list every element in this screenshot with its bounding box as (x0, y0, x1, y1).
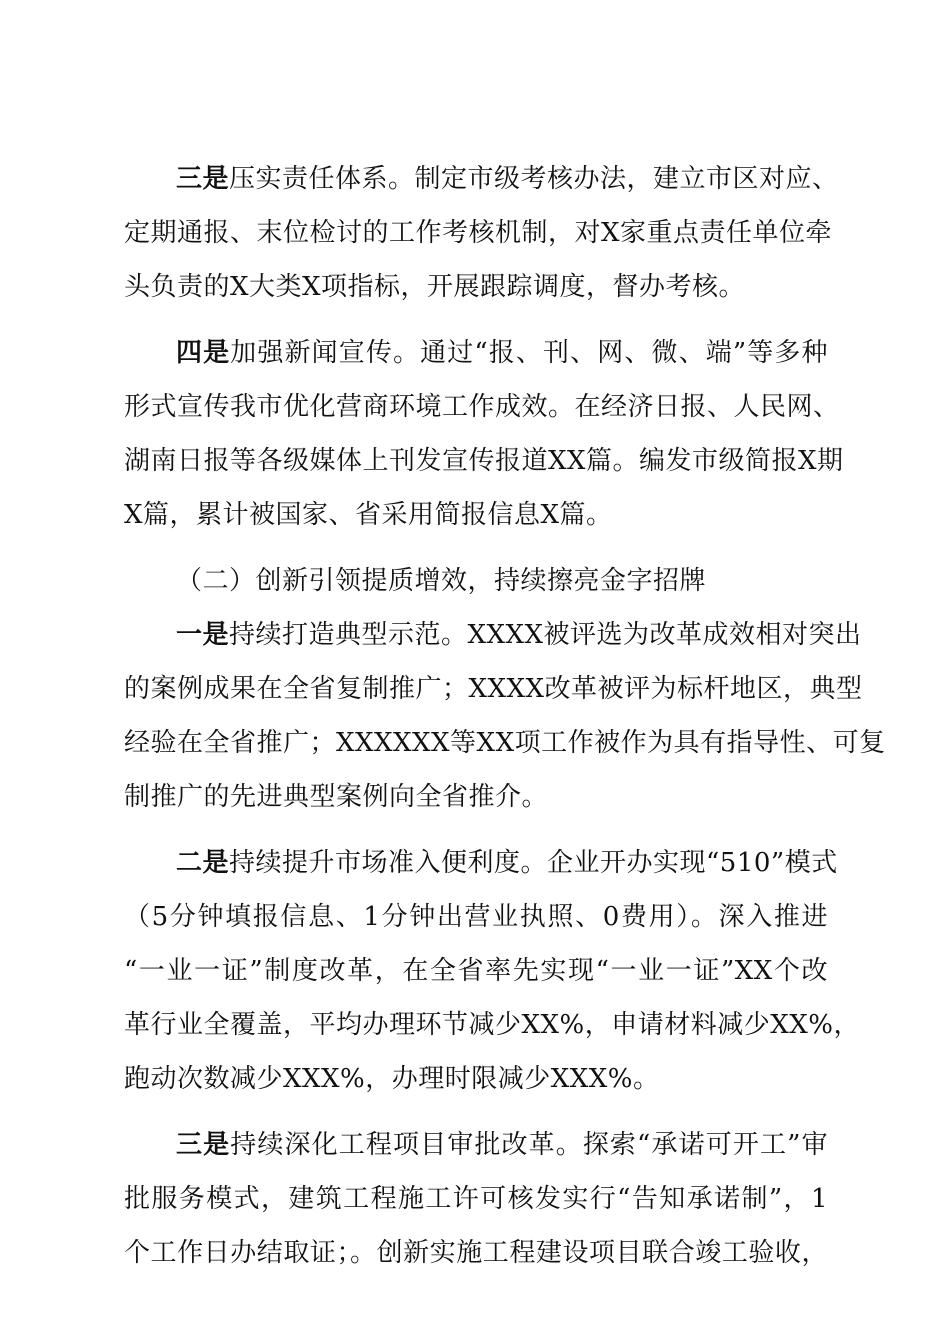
paragraph-news-publicity (124, 326, 844, 542)
paragraph-line (124, 326, 828, 380)
document-body (124, 152, 886, 1280)
paragraph-line: 湖南日报等各级媒体上刊发宣传报道XX篇。编发市级简报X期 (124, 446, 844, 476)
paragraph-lead: 三是 (176, 1130, 231, 1160)
paragraph-line: 头负责的X大类X项指标，开展跟踪调度，督办考核。 (124, 272, 746, 302)
paragraph-lead: 二是 (176, 848, 230, 878)
paragraph-text: 加强新闻宣传。通过“报、刊、网、微、端”等多种 (230, 338, 828, 368)
paragraph-line (124, 152, 839, 206)
paragraph-line: “一业一证”制度改革，在全省率先实现“一业一证”XX个改 (124, 956, 828, 986)
paragraph-lead: 三是 (176, 164, 230, 194)
paragraph-lead: 一是 (176, 620, 230, 650)
paragraph-line: 形式宣传我市优化营商环境工作成效。在经济日报、人民网、 (124, 392, 840, 422)
paragraph-line: 批服务模式，建筑工程施工许可核发实行“告知承诺制”，1 (124, 1184, 828, 1214)
paragraph-line (124, 608, 862, 662)
paragraph-text: 持续提升市场准入便利度。企业开办实现“510”模式 (229, 848, 838, 878)
section-heading-text: （二）创新引领提质增效，持续擦亮金字招牌 (176, 566, 707, 596)
paragraph-responsibility-system (124, 152, 839, 314)
paragraph-line: （5分钟填报信息、1分钟出营业执照、0费用）。深入推进 (124, 902, 828, 932)
paragraph-typical-demonstration (124, 608, 886, 824)
paragraph-line: 个工作日办结取证；。创新实施工程建设项目联合竣工验收， (124, 1238, 828, 1268)
section-heading (124, 554, 828, 608)
paragraph-text: 压实责任体系。制定市级考核办法，建立市区对应、 (229, 164, 839, 194)
paragraph-line: 的案例成果在全省复制推广；XXXX改革被评为标杆地区，典型 (124, 674, 863, 704)
paragraph-market-access (124, 836, 860, 1106)
paragraph-text: 持续深化工程项目审批改革。探索“承诺可开工”审 (230, 1130, 828, 1160)
paragraph-line (124, 836, 838, 890)
paragraph-text: 持续打造典型示范。XXXX被评选为改革成效相对突出 (229, 620, 862, 650)
paragraph-line: 跑动次数减少XXX%，办理时限减少XXX%。 (124, 1064, 660, 1094)
paragraph-line: 革行业全覆盖，平均办理环节减少XX%，申请材料减少XX%， (124, 1010, 860, 1040)
paragraph-line (124, 1118, 828, 1172)
paragraph-line: 定期通报、末位检讨的工作考核机制，对X家重点责任单位牵 (124, 218, 833, 248)
paragraph-line: 制推广的先进典型案例向全省推介。 (124, 782, 549, 812)
paragraph-line: X篇，累计被国家、省采用简报信息X篇。 (124, 500, 613, 530)
paragraph-line: 经验在全省推广；XXXXXX等XX项工作被作为具有指导性、可复 (124, 728, 886, 758)
paragraph-lead: 四是 (176, 338, 231, 368)
paragraph-project-approval (124, 1118, 828, 1280)
